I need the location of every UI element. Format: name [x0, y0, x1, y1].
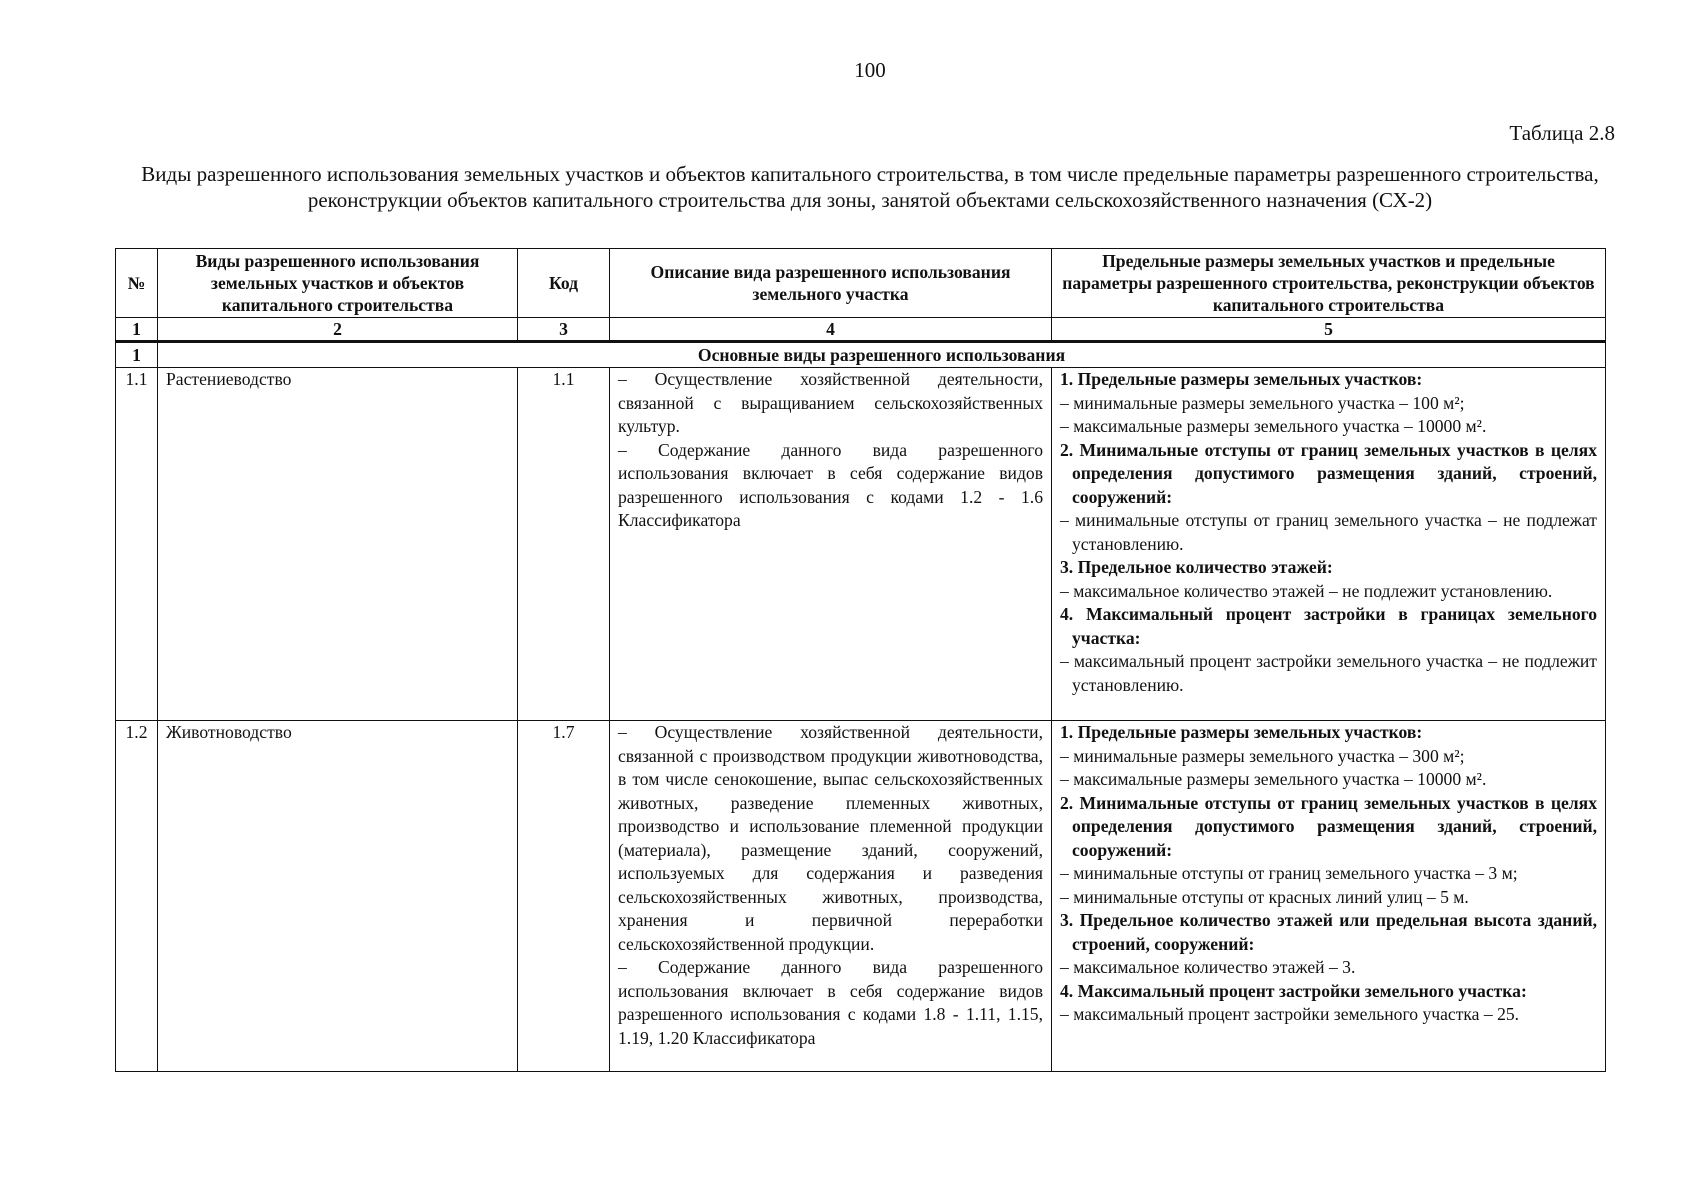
row-code: 1.1 [518, 368, 610, 721]
param-item: – минимальные размеры земельного участка – 100 м²; [1060, 392, 1465, 413]
param-item: – максимальное количество этажей – 3. [1060, 957, 1356, 977]
column-number: 2 [158, 318, 518, 342]
section-number: 1 [116, 342, 158, 368]
param-heading: 4. Максимальный процент застройки земельного участка: [1060, 980, 1527, 1001]
param-item: – минимальные отступы от границ земельного участка – 3 м; [1060, 863, 1518, 883]
row-params [1052, 721, 1606, 1072]
row-code: 1.7 [518, 721, 610, 1072]
regulations-table [115, 248, 1606, 1072]
header-code: Код [518, 249, 610, 318]
section-row [116, 342, 1606, 368]
param-item: – минимальные отступы от границ земельного участка – не подлежат установлению. [1060, 510, 1597, 554]
param-heading: 3. Предельное количество этажей: [1060, 557, 1333, 577]
param-heading: 3. Предельное количество этажей или предельная высота зданий, строений, сооружений: [1060, 910, 1597, 954]
column-number: 4 [610, 318, 1052, 342]
header-params: Предельные размеры земельных участков и предельные параметры разрешенного строительства, реконструкции объектов капитального строительства [1052, 249, 1606, 318]
table-row [116, 368, 1606, 721]
row-number: 1.2 [116, 721, 158, 1072]
row-number: 1.1 [116, 368, 158, 721]
param-heading: 1. Предельные размеры земельных участков: [1060, 722, 1423, 742]
description-paragraph: – Осуществление хозяйственной деятельности, связанной с производством продукции животноводства, в том числе сенокошение, выпас сельскохозяйственных животных, разведение племенных животных, производство и использование племенной продукции (материала), размещение зданий, сооружений, используемых для содержания и разведения сельскохозяйственных животных, производства, хранения и первичной переработки сельскохозяйственной продукции. [618, 722, 1043, 954]
section-title: Основные виды разрешенного использования [158, 342, 1606, 368]
param-item: – минимальные размеры земельного участка – 300 м²; [1060, 745, 1465, 766]
row-type: Растениеводство [158, 368, 518, 721]
column-number: 1 [116, 318, 158, 342]
row-params [1052, 368, 1606, 721]
param-item: – максимальные размеры земельного участка – 10000 м². [1060, 769, 1487, 789]
param-heading: 4. Максимальный процент застройки в границах земельного участка: [1060, 604, 1597, 648]
description-paragraph: – Содержание данного вида разрешенного использования включает в себя содержание видов разрешенного использования с кодами 1.8 - 1.11, 1.15, 1.19, 1.20 Классификатора [618, 957, 1043, 1048]
column-number: 5 [1052, 318, 1606, 342]
param-item: – минимальные отступы от красных линий улиц – 5 м. [1060, 886, 1469, 907]
param-item: – максимальный процент застройки земельного участка – 25. [1060, 1004, 1520, 1024]
table-row [116, 721, 1606, 1072]
page-number: 100 [854, 58, 886, 82]
column-number-row [116, 318, 1606, 342]
row-description [610, 721, 1052, 1072]
param-item: – максимальный процент застройки земельного участка – не подлежит установлению. [1060, 651, 1597, 695]
row-description [610, 368, 1052, 721]
header-row [116, 249, 1606, 318]
header-num: № [116, 249, 158, 318]
row-type: Животноводство [158, 721, 518, 1072]
table-title: Виды разрешенного использования земельных участков и объектов капитального строительства, в том числе предельные параметры разрешенного строительства, реконструкции объектов капитального строительства для зоны, занятой объектами сельскохозяйственного назначения (СХ-2) [141, 162, 1599, 212]
param-heading: 1. Предельные размеры земельных участков: [1060, 369, 1423, 389]
header-type: Виды разрешенного использования земельных участков и объектов капитального строительства [158, 249, 518, 318]
param-item: – максимальные размеры земельного участка – 10000 м². [1060, 416, 1487, 436]
param-heading: 2. Минимальные отступы от границ земельных участков в целях определения допустимого размещения зданий, строений, сооружений: [1060, 792, 1597, 860]
description-paragraph: – Осуществление хозяйственной деятельности, связанной с выращиванием сельскохозяйственных культур. [618, 369, 1043, 436]
column-number: 3 [518, 318, 610, 342]
header-description: Описание вида разрешенного использования земельного участка [610, 249, 1052, 318]
description-paragraph: – Содержание данного вида разрешенного использования включает в себя содержание видов разрешенного использования с кодами 1.2 - 1.6 Классификатора [618, 439, 1043, 530]
param-item: – максимальное количество этажей – не подлежит установлению. [1060, 580, 1553, 601]
table-label: Таблица 2.8 [1509, 121, 1615, 145]
param-heading: 2. Минимальные отступы от границ земельных участков в целях определения допустимого размещения зданий, строений, сооружений: [1060, 439, 1597, 507]
